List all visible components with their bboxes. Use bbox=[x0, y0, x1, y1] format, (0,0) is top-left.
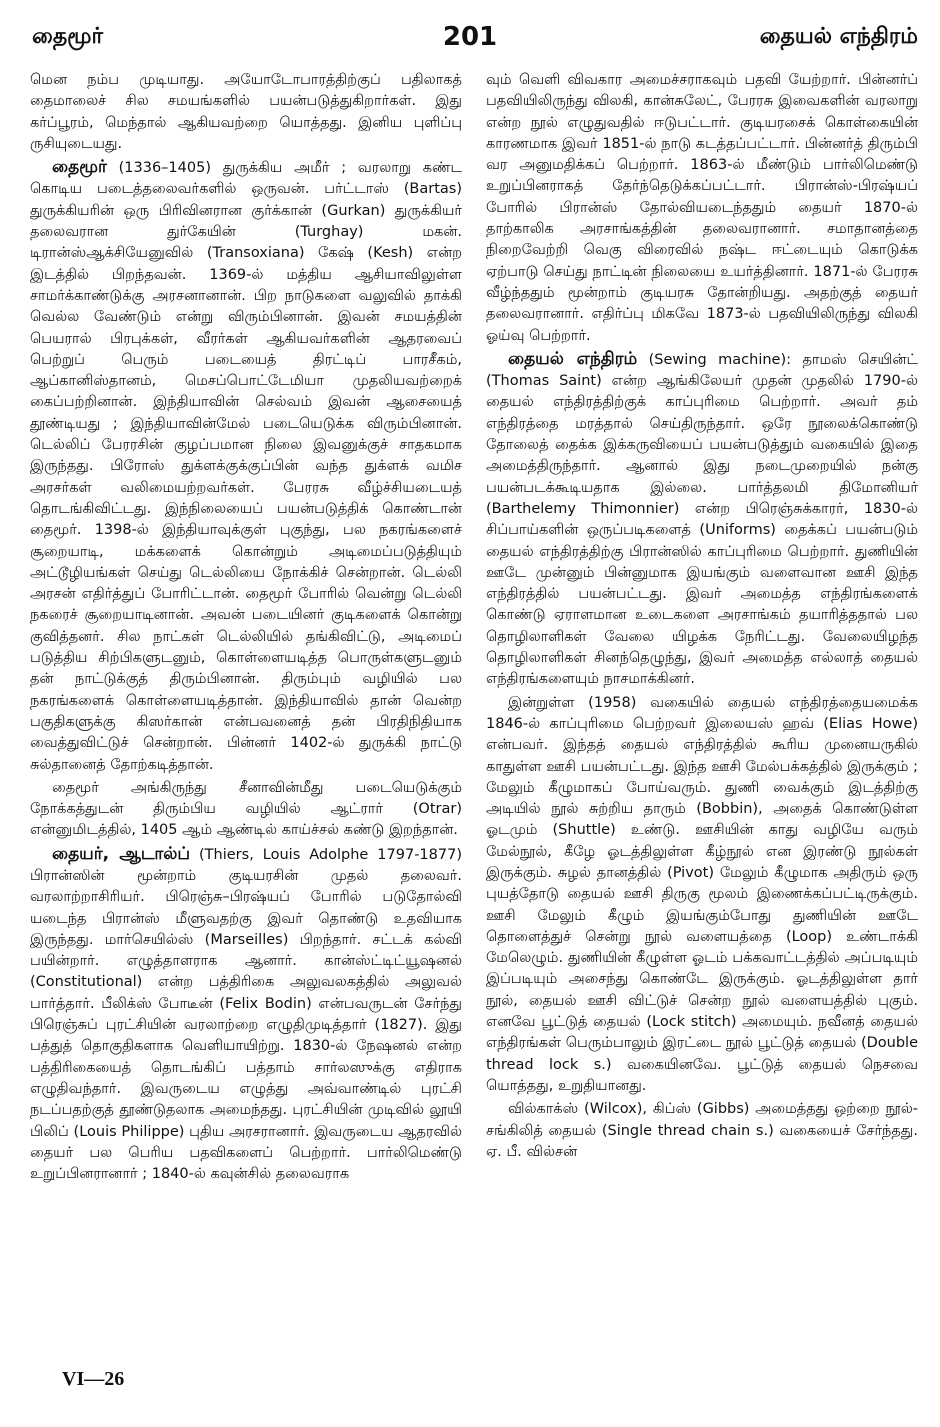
entry-headword: தையர், ஆடால்ப் bbox=[52, 843, 191, 864]
entry-body: (1336–1405) துருக்கிய அமீர் ; வரலாறு கண்ட கொடிய படைத்தலைவர்களில் ஒருவன். பர்ட்டாஸ் (Bartas) துருக்கியரின் ஒரு பிரிவினரான குர்க்கான் (Gurkan) துருக்கியர் தலைவரான துர்கேயின் (Turghay) மகன். டிரான்ஸ்ஆக்சியேனுவில் (Transoxiana) கேஷ் (Kesh) என்ற இடத்தில் பிறந்தவன். 1369-ல் மத்திய ஆசியாவிலுள்ள சாமர்க்காண்டுக்கு அரசனானான். பிற நாடுகளை வலுவில் தாக்கி வெல்ல வேண்டும் என்று விரும்பினான். இவன் சமயத்தின் பெயரால் பிரபுக்கள், வீரர்கள் ஆகியவர்களின் ஆதரவைப் பெற்றுப் பெரும் படையைத் திரட்டிப் பாரசீகம், ஆப்கானிஸ்தானம், மெசப்பொட்டேமியா முதலியவற்றைக் கைப்பற்றினான். இந்தியாவின் செல்வம் இவன் ஆசையைத் தூண்டியது ; இந்தியாவின்மேல் படையெடுக்க விரும்பினான். டெல்லிப் பேரரசின் குழப்பமான நிலை இவனுக்குச் சாதகமாக இருந்தது. பிரோஸ் துக்ளக்குக்குப்பின் வந்த துக்ளக் வமிச அரசர்கள் வலிமையற்றவர்கள். பேரரசு வீழ்ச்சியடையத் தொடங்கிவிட்டது. இந்நிலையைப் பயன்படுத்திக் கொண்டான் தைமூர். 1398-ல் இந்தியாவுக்குள் புகுந்து, பல நகரங்களைச் சூறையாடி, மக்களைக் கொன்றும் அடிமைப்படுத்தியும் அட்டூழியங்கள் செய்து டெல்லியை நோக்கிச் சென்றான். டெல்லி அரசன் எதிர்த்துப் போரிட்டான். தைமூர் போரில் வென்று டெல்லி நகரைச் சூறையாடினான். அவன் படையினர் குடிகளைக் கொன்று குவித்தனர். சில நாட்கள் டெல்லியில் தங்கிவிட்டு, அடிமைப் படுத்திய சிற்பிகளுடனும், கொள்ளையடித்த பொருள்களுடனும் தன் நாட்டுக்குத் திரும்பினான். திரும்பும் வழியில் பல நகரங்களைக் கொள்ளையடித்தான். இந்தியாவில் தான் வென்ற பகுதிகளுக்கு கிஸர்கான் என்பவனைத் தன் பிரதிநிதியாக வைத்துவிட்டுச் சென்றான். பின்னர் 1402-ல் துருக்கி நாட்டு சுல்தானைத் தோற்கடித்தான். bbox=[30, 160, 462, 773]
paragraph: வில்காக்ஸ் (Wilcox), கிப்ஸ் (Gibbs) அமைத்தது ஒற்றை நூல்-சங்கிலித் தையல் (Single thread chain s.) வகையைச் சேர்ந்தது. ஏ. பீ. வில்சன் bbox=[486, 1101, 918, 1160]
entry-body: (Sewing machine): தாமஸ் செயின்ட் (Thomas Saint) என்ற ஆங்கிலேயர் முதன் முதலில் 1790-ல் தையல் எந்திரத்திற்குக் காப்புரிமை பெற்றார். அவர் தம் எந்திரத்தை மரத்தால் செய்திருந்தார். ஒரே நூலைக்கொண்டு தோலைத் தைக்க இக்கருவியைப் பயன்படுத்தும் வகையில் இதை அமைத்திருந்தார். ஆனால் இது நடைமுறையில் நன்கு பயன்படக்கூடியதாக இல்லை. பார்த்தலமி திமோனியர் (Barthelemy Thimonnier) என்ற பிரெஞ்சுக்காரர், 1830-ல் சிப்பாய்களின் ஒருப்படிகளைத் (Uniforms) தைக்கப் பயன்படும் தையல் எந்திரத்திற்கு பிரான்ஸில் காப்புரிமை பெற்றார். துணியின் ஊடே முன்னும் பின்னுமாக இயங்கும் வளைவான ஊசி இந்த எந்திரத்தில் பயன்பட்டது. இவர் அமைத்த எந்திரங்களைக் கொண்டு ஏராளமான உடைகளை அரசாங்கம் தயாரித்ததால் பல தொழிலாளிகள் வேலை யிழக்க நேரிட்டது. வேலையிழந்த தொழிலாளிகள் சினந்தெழுந்து, இவர் அமைத்த எல்லாத் தையல் எந்திரங்களையும் நாசமாக்கினர். bbox=[486, 351, 918, 688]
paragraph: மென நம்ப முடியாது. அயோடோபாரத்திற்குப் பதிலாகத் தைமாலைச் சில சமயங்களில் பயன்படுத்துகிறார்கள். இது கர்ப்பூரம், மெந்தால் ஆகியவற்றை யொத்தது. இனிய புளிப்பு ருசியுடையது. bbox=[30, 72, 462, 152]
entry-headword: தையல் எந்திரம் bbox=[508, 348, 638, 369]
paragraph: வும் வெளி விவகார அமைச்சராகவும் பதவி யேற்றார். பின்னர்ப் பதவியிலிருந்து விலகி, கான்சுலேட், பேரரசு இவைகளின் வரலாறு என்ற நூல் எழுதுவதில் ஈடுபட்டார். குடியரசைக் கொள்கையின் காரணமாக இவர் 1851-ல் நாடு கடத்தப்பட்டார். பின்னர்த் திரும்பி வர அனுமதிக்கப் பெற்றார். 1863-ல் மீண்டும் பார்லிமெண்டு உறுப்பினராகத் தேர்ந்தெடுக்கப்பட்டார். பிரான்ஸ்-பிரஷ்யப் போரில் பிரான்ஸ் தோல்வியடைந்ததும் தையர் 1870-ல் தாற்காலிக அரசாங்கத்தின் தலைவரானார். சமாதானத்தை நிறைவேற்றி வெகு விரைவில் நஷ்ட ஈட்டையும் கொடுக்க ஏற்பாடு செய்து நாட்டின் நிலையை உயர்த்தினார். 1871-ல் பேரரசு வீழ்ந்ததும் மூன்றாம் குடியரசு தோன்றியது. அதற்குத் தையர் தலைவரானார். எதிர்ப்பு மிகவே 1873-ல் பதவியிலிருந்து விலகி ஓய்வு பெற்றார். bbox=[486, 72, 918, 344]
entry-thiers bbox=[30, 844, 462, 1186]
page-number: 201 bbox=[442, 22, 498, 52]
running-header-right: தையல் எந்திரம் bbox=[759, 24, 918, 49]
signature-mark: VI—26 bbox=[62, 1368, 125, 1390]
entry-body: (Thiers, Louis Adolphe 1797-1877) பிரான்ஸின் மூன்றாம் குடியரசின் முதல் தலைவர். வரலாற்றாசிரியர். பிரெஞ்சு–பிரஷ்யப் போரில் படுதோல்வி யடைந்த பிரான்ஸ் மீளுவதற்கு இவர் தொண்டு உதவியாக இருந்தது. மார்செயில்ஸ் (Marseilles) பிறந்தார். சட்டக் கல்வி பயின்றார். எழுத்தாளராக ஆனார். கான்ஸ்ட்டிட்யூஷனல் (Constitutional) என்ற பத்திரிகை அலுவலகத்தில் அலுவல் பார்த்தார். பீலிக்ஸ் போடீன் (Felix Bodin) என்பவருடன் சேர்ந்து பிரெஞ்சுப் புரட்சியின் வரலாற்றை எழுதிமுடித்தார் (1827). இது பத்துத் தொகுதிகளாக வெளியாயிற்று. 1830-ல் நேஷனல் என்ற பத்திரிகையைத் தொடங்கிப் பத்தாம் சார்லஸுக்கு எதிராக எழுதிவந்தார். இவருடைய எழுத்து அவ்வாண்டில் புரட்சி நடப்பதற்குத் தூண்டுதலாக அமைந்தது. புரட்சியின் முடிவில் லூயி பிலிப் (Louis Philippe) புதிய அரசரானார். இவருடைய ஆதரவில் தையர் பல பெரிய பதவிகளைப் பெற்றார். பார்லிமெண்டு உறுப்பினரானார் ; 1840-ல் கவுன்சில் தலைவராக bbox=[30, 846, 462, 1183]
left-column bbox=[30, 70, 462, 1360]
running-header-left: தைமூர் bbox=[32, 24, 104, 49]
paragraph: தைமூர் அங்கிருந்து சீனாவின்மீது படையெடுக்கும் நோக்கத்துடன் திரும்பிய வழியில் ஆட்ரார் (Otrar) என்னுமிடத்தில், 1405 ஆம் ஆண்டில் காய்ச்சல் கண்டு இறந்தான். bbox=[30, 779, 462, 839]
right-column bbox=[486, 70, 918, 1360]
paragraph: இன்றுள்ள (1958) வகையில் தையல் எந்திரத்தையமைக்க 1846-ல் காப்புரிமை பெற்றவர் இலையஸ் ஹவ் (Elias Howe) என்பவர். இந்தத் தையல் எந்திரத்தில் கூரிய முனையருகில் காதுள்ள ஊசி பயன்பட்டது. இந்த ஊசி மேல்பக்கத்தில் இருக்கும் ; மேலும் கீழுமாகப் போய்வரும். துணி வைக்கும் இடத்திற்கு அடியில் நூல் சுற்றிய தாரும் (Bobbin), அதைக் கொண்டுள்ள ஓடமும் (Shuttle) உண்டு. ஊசியின் காது வழியே வரும் மேல்நூல், கீழே ஓடத்திலுள்ள கீழ்நூல் என இரண்டு நூல்கள் இருக்கும். சுழல் தானத்தில் (Pivot) மேலும் கீழுமாக அதிரும் ஒரு புயத்தோடு தையல் ஊசி திருகு மூலம் இணைக்கப்பட்டிருக்கும். ஊசி மேலும் கீழும் இயங்கும்போது துணியின் ஊடே தொளைத்துச் சென்று நூல் வளையத்தை (Loop) உண்டாக்கி மேலெழும். துணியின் கீழுள்ள ஓடம் பக்கவாட்டத்தில் அப்படியும் இப்படியும் அசைந்து கொண்டே இருக்கும். ஓடத்திலுள்ள தார் நூல், தையல் ஊசி விட்டுச் சென்ற நூல் வளையத்தில் புகும். எனவே பூட்டுத் தையல் (Lock stitch) அமையும். நவீனத் தையல் எந்திரங்கள் பெரும்பாலும் இரட்டை நூல் பூட்டுத் தையல் (Double thread lock s.) வகையினவே. பூட்டுத் தையல் நெசவை யொத்தது, உறுதியானது. bbox=[486, 694, 918, 1094]
entry-headword: தைமூர் bbox=[52, 157, 107, 178]
entry-sewing-machine bbox=[486, 349, 918, 691]
entry-timur bbox=[30, 157, 462, 776]
